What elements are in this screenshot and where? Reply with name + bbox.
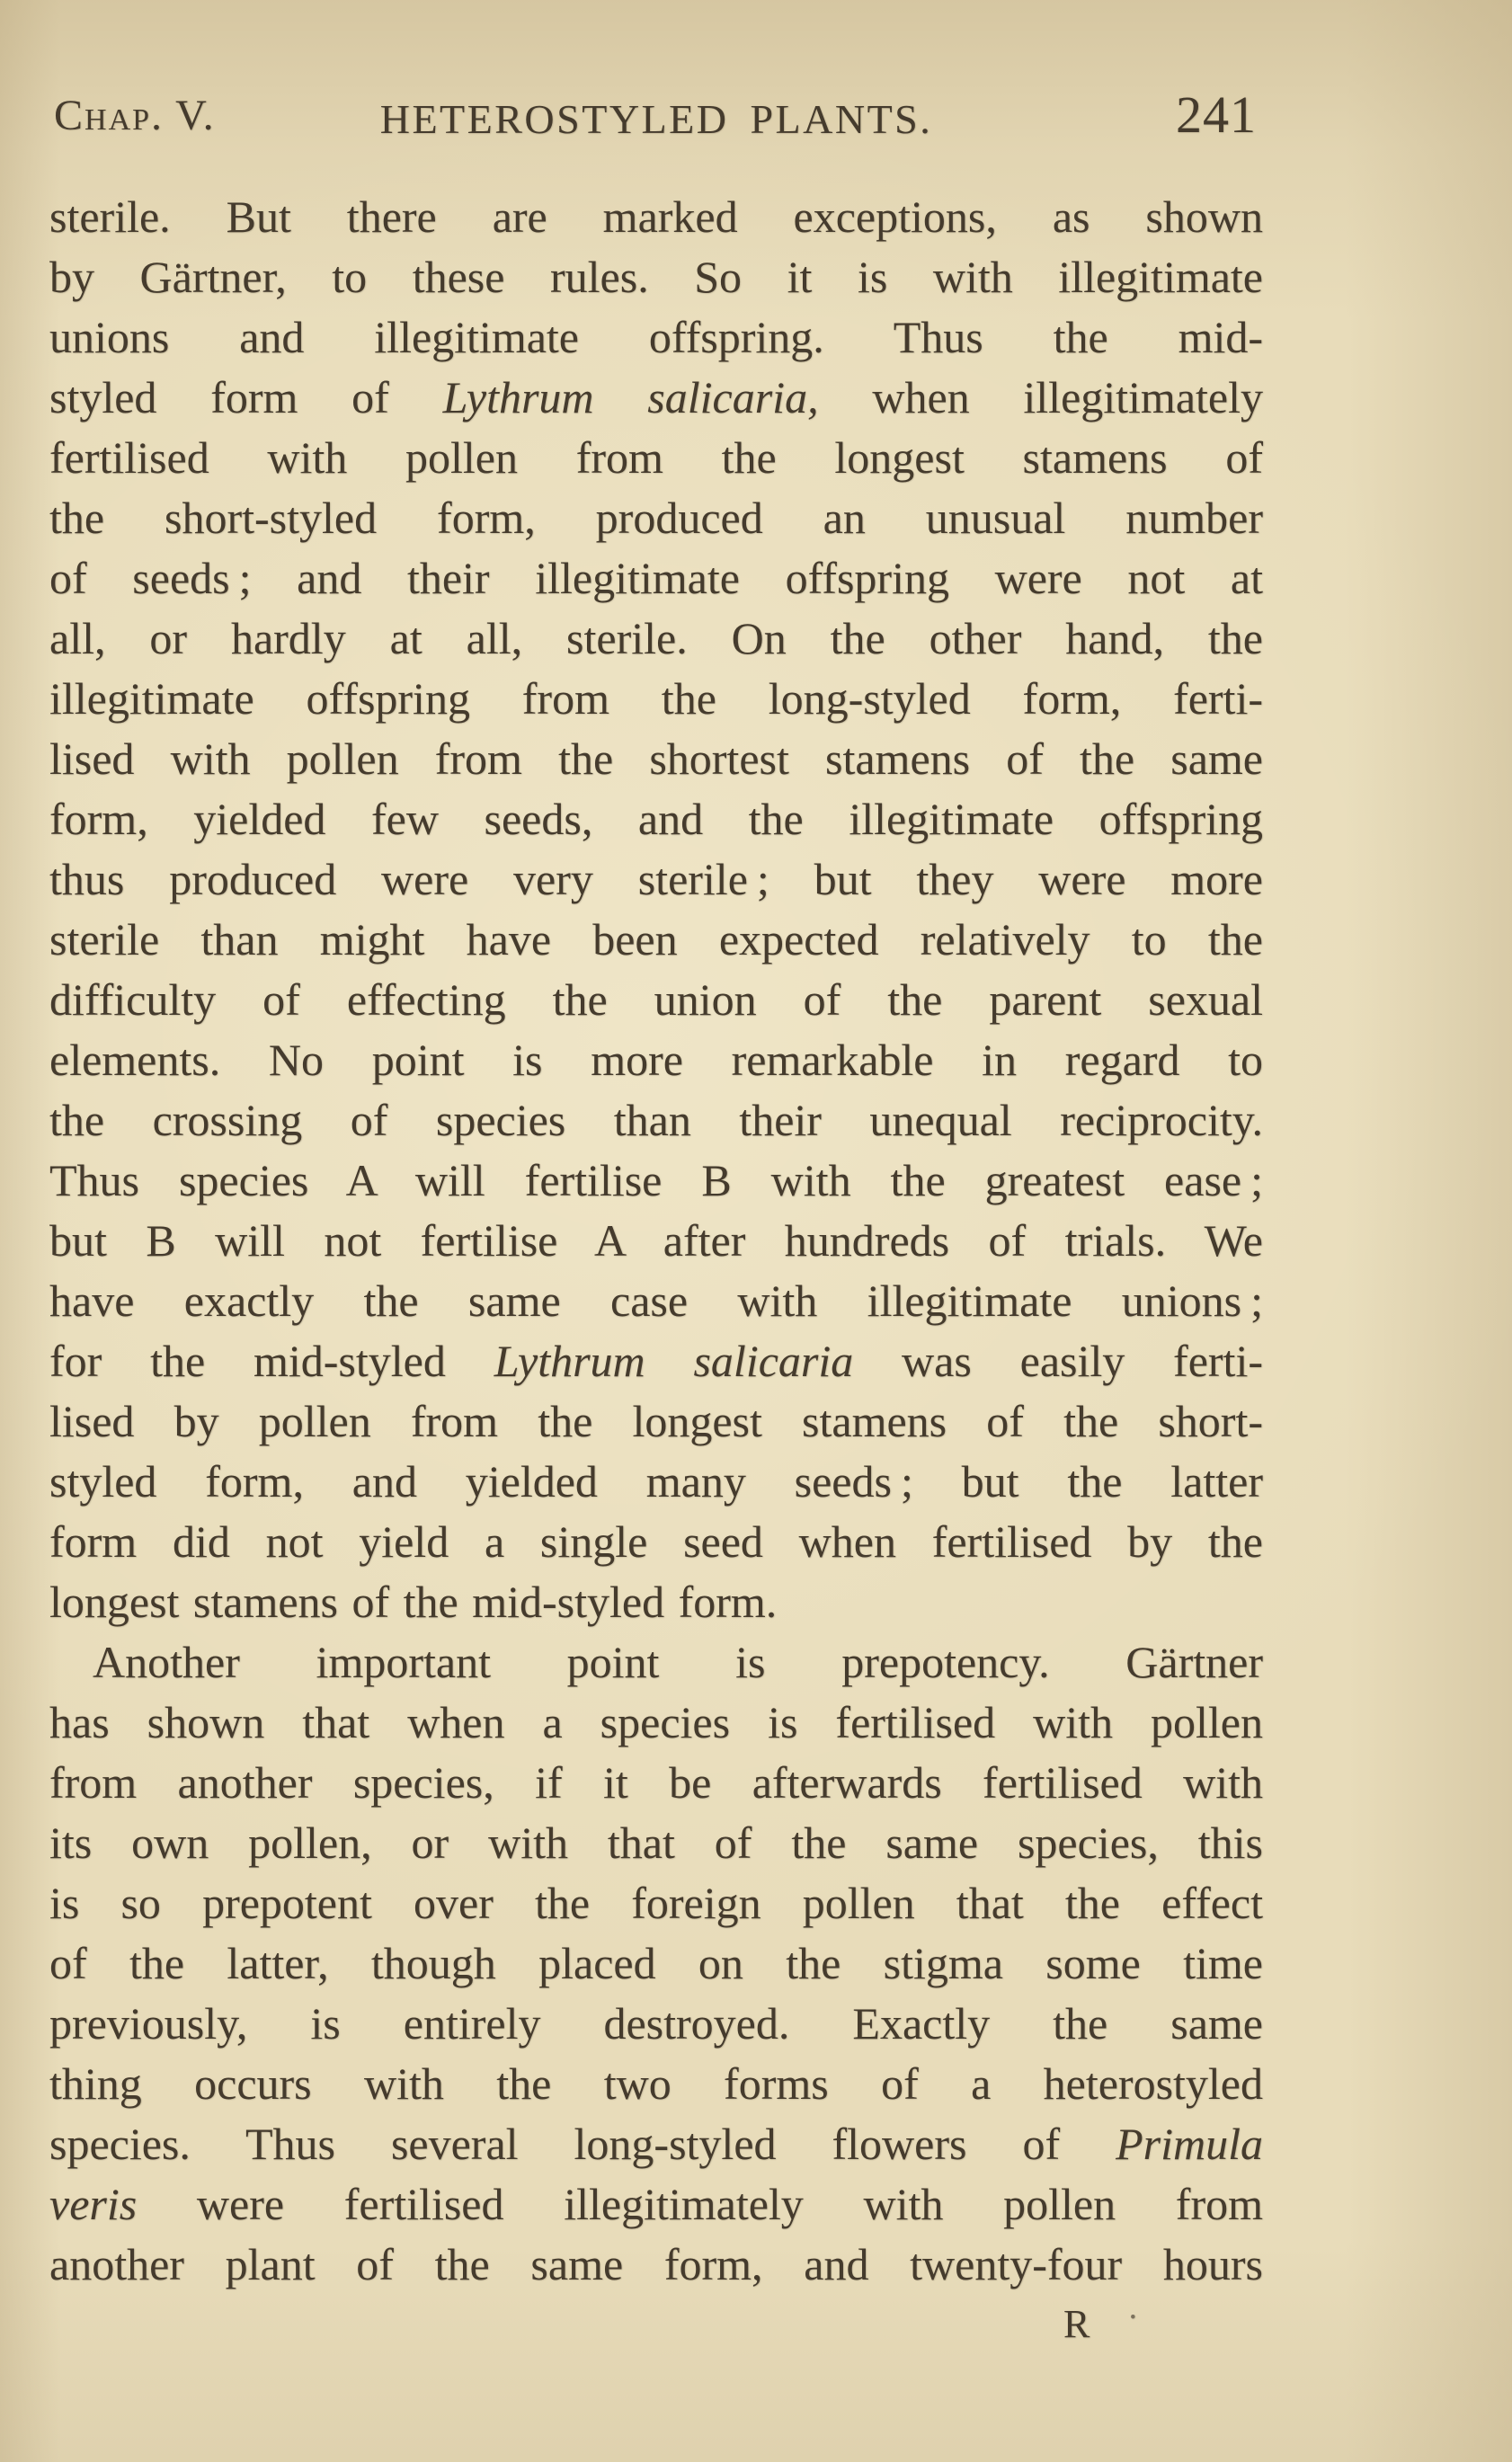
text-line: another plant of the same form, and twenty-four hours <box>49 2239 1263 2289</box>
text-line: from another species, if it be afterwards fertilised with <box>49 1757 1263 1808</box>
text-line: thing occurs with the two forms of a heterostyled <box>49 2058 1263 2109</box>
text-line: thus produced were very sterile ; but they were more <box>49 854 1263 904</box>
text-line: lised with pollen from the shortest stamens of the same <box>49 733 1263 784</box>
text-line: has shown that when a species is fertilised with pollen <box>49 1697 1263 1747</box>
text-line: by Gärtner, to these rules. So it is with illegitimate <box>49 252 1263 302</box>
text-line: sterile than might have been expected relatively to the <box>49 914 1263 964</box>
text-line: Another important point is prepotency. Gärtner <box>93 1637 1263 1687</box>
text-line: elements. No point is more remarkable in regard to <box>49 1035 1263 1085</box>
text-line: of seeds ; and their illegitimate offspring were not at <box>49 553 1263 603</box>
text-line: unions and illegitimate offspring. Thus the mid- <box>49 312 1263 362</box>
text-line: difficulty of effecting the union of the parent sexual <box>49 974 1263 1025</box>
text-line: sterile. But there are marked exceptions, as shown <box>49 191 1263 242</box>
text-line: species. Thus several long-styled flowers of Primula <box>49 2119 1263 2169</box>
text-line: of the latter, though placed on the stigma some time <box>49 1938 1263 1988</box>
text-line: lised by pollen from the longest stamens of the short- <box>49 1396 1263 1446</box>
text-line: form, yielded few seeds, and the illegitimate offspring <box>49 794 1263 844</box>
text-line: veris were fertilised illegitimately with pollen from <box>49 2179 1263 2229</box>
text-line: have exactly the same case with illegitimate unions ; <box>49 1275 1263 1326</box>
text-line: but B will not fertilise A after hundreds of trials. We <box>49 1215 1263 1266</box>
text-line: fertilised with pollen from the longest stamens of <box>49 432 1263 483</box>
text-line: is so prepotent over the foreign pollen that the effect <box>49 1878 1263 1928</box>
text-line: styled form, and yielded many seeds ; but the latter <box>49 1456 1263 1507</box>
text-line: the short-styled form, produced an unusual number <box>49 493 1263 543</box>
chapter-label: Chap. V. <box>54 92 216 139</box>
signature-dot: · <box>1127 2298 1139 2336</box>
signature-mark: R <box>1063 2302 1090 2346</box>
page-number: 241 <box>1176 85 1257 144</box>
text-line: all, or hardly at all, sterile. On the other hand, the <box>49 613 1263 663</box>
text-line: previously, is entirely destroyed. Exactly the same <box>49 1998 1263 2049</box>
text-line: its own pollen, or with that of the same species, this <box>49 1818 1263 1868</box>
text-line: Thus species A will fertilise B with the greatest ease ; <box>49 1155 1263 1205</box>
running-title: HETEROSTYLED PLANTS. <box>379 96 933 142</box>
text-line: illegitimate offspring from the long-styled form, ferti- <box>49 673 1263 724</box>
text-line: longest stamens of the mid-styled form. <box>49 1577 778 1627</box>
text-line: styled form of Lythrum salicaria, when illegitimately <box>49 372 1263 422</box>
text-line: the crossing of species than their unequal reciprocity. <box>49 1095 1263 1145</box>
text-line: for the mid-styled Lythrum salicaria was easily ferti- <box>49 1336 1263 1386</box>
text-line: form did not yield a single seed when fertilised by the <box>49 1516 1263 1567</box>
body-text <box>49 187 1263 2295</box>
